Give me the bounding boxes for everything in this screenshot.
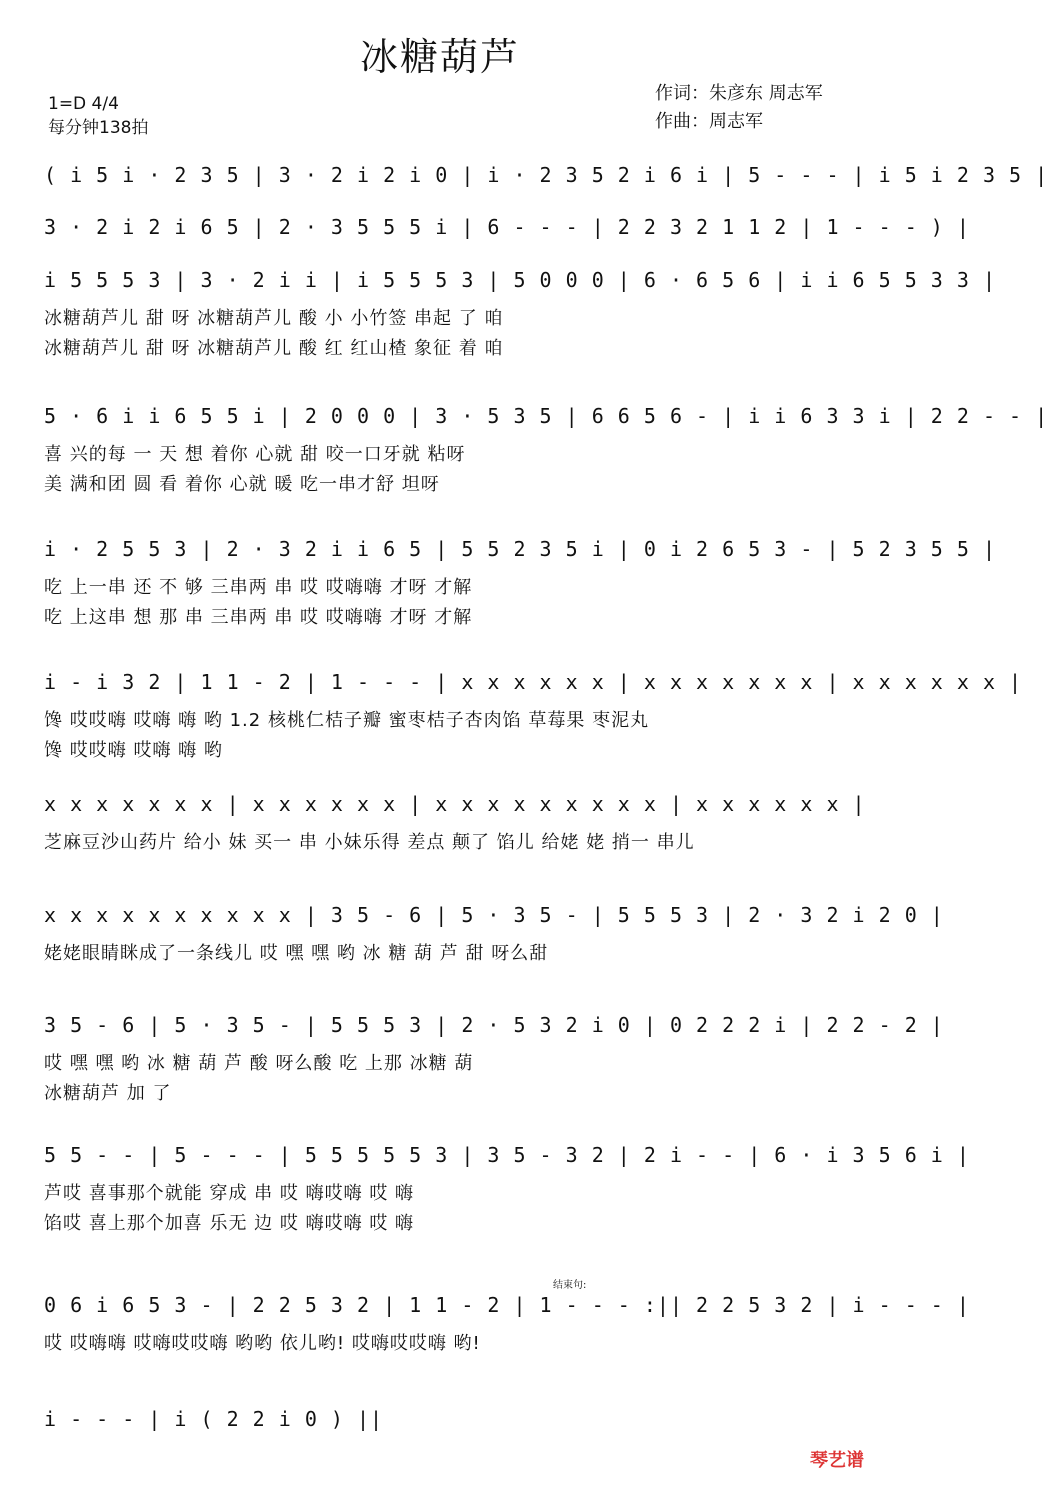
tempo: 每分钟138拍 [48,118,149,138]
lyric-line: 芝麻豆沙山药片 给小 妹 买一 串 小妹乐得 差点 颠了 馅儿 给姥 姥 捎一 串儿 [44,832,695,853]
lyric-line: 馋 哎哎嗨 哎嗨 嗨 哟 1.2 核桃仁桔子瓣 蜜枣桔子杏肉馅 草莓果 枣泥丸 [44,710,650,731]
score-system [44,670,1023,766]
lyric-line: 吃 上一串 还 不 够 三串两 串 哎 哎嗨嗨 才呀 才解 [44,577,473,598]
notation-line: i · 2 5 5 3 | 2 · 3 2 i i 6 5 | 5 5 2 3 5 i | 0 i 2 6 5 3 - | 5 2 3 5 5 | [44,537,996,561]
end-marker: 结束句: [553,1280,587,1291]
lyric-line: 冰糖葫芦 加 了 [44,1083,172,1104]
notation-line: ( i 5 i · 2 3 5 | 3 · 2 i 2 i 0 | i · 2 3 5 2 i 6 i | 5 - - - | i 5 i 2 3 5 | [44,163,1048,187]
lyric-line: 冰糖葫芦儿 甜 呀 冰糖葫芦儿 酸 小 小竹签 串起 了 咱 [44,308,504,329]
score-system [44,163,1048,199]
key-time-signature [48,92,148,140]
score-system [44,792,866,858]
notation-line: 0 6 i 6 5 3 - | 2 2 5 3 2 | 1 1 - 2 | 1 - - - :|| 2 2 5 3 2 | i - - - | [44,1293,970,1317]
lyric-line: 哎 嘿 嘿 哟 冰 糖 葫 芦 酸 呀么酸 吃 上那 冰糖 葫 [44,1053,474,1074]
lyricist: 作词：朱彦东 周志军 [655,83,823,104]
score-system [44,1143,970,1239]
score-system [44,903,944,969]
lyric-line: 哎 哎嗨嗨 哎嗨哎哎嗨 哟哟 依儿哟! 哎嗨哎哎嗨 哟! [44,1333,481,1354]
score-system [44,1293,970,1359]
score-system [44,404,1048,500]
notation-line: i 5 5 5 3 | 3 · 2 i i | i 5 5 5 3 | 5 0 0 0 | 6 · 6 5 6 | i i 6 5 5 3 3 | [44,268,996,292]
score-title: 冰糖葫芦 [359,35,520,79]
notation-line: x x x x x x x | x x x x x x | x x x x x x x x x | x x x x x x | [44,792,866,816]
notation-line: 5 · 6 i i 6 5 5 i | 2 0 0 0 | 3 · 5 3 5 | 6 6 5 6 - | i i 6 3 3 i | 2 2 - - | [44,404,1048,428]
lyric-line: 美 满和团 圆 看 着你 心就 暖 吃一串才舒 坦呀 [44,474,440,495]
lyric-line: 喜 兴的每 一 天 想 着你 心就 甜 咬一口牙就 粘呀 [44,444,466,465]
watermark-logo: 琴艺谱 [810,1450,864,1471]
lyric-line: 姥姥眼睛眯成了一条线儿 哎 嘿 嘿 哟 冰 糖 葫 芦 甜 呀么甜 [44,943,549,964]
key-signature: 1=D 4/4 [48,94,119,114]
composer: 作曲：周志军 [655,111,763,132]
lyric-line: 吃 上这串 想 那 串 三串两 串 哎 哎嗨嗨 才呀 才解 [44,607,473,628]
score-system [44,215,970,251]
score-system [44,537,996,633]
lyric-line: 馅哎 喜上那个加喜 乐无 边 哎 嗨哎嗨 哎 嗨 [44,1213,415,1234]
notation-line: i - i 3 2 | 1 1 - 2 | 1 - - - | x x x x x x | x x x x x x x | x x x x x x | [44,670,1023,694]
score-system [44,268,996,364]
notation-line: 3 · 2 i 2 i 6 5 | 2 · 3 5 5 5 i | 6 - - - | 2 2 3 2 1 1 2 | 1 - - - ) | [44,215,970,239]
notation-line: i - - - | i ( 2 2 i 0 ) || [44,1407,384,1431]
lyric-line: 冰糖葫芦儿 甜 呀 冰糖葫芦儿 酸 红 红山楂 象征 着 咱 [44,338,504,359]
notation-line: 5 5 - - | 5 - - - | 5 5 5 5 5 3 | 3 5 - 3 2 | 2 i - - | 6 · i 3 5 6 i | [44,1143,970,1167]
lyric-line: 芦哎 喜事那个就能 穿成 串 哎 嗨哎嗨 哎 嗨 [44,1183,415,1204]
lyric-line: 馋 哎哎嗨 哎嗨 嗨 哟 [44,740,223,761]
credits [655,80,823,136]
score-system [44,1407,862,1443]
notation-line: 3 5 - 6 | 5 · 3 5 - | 5 5 5 3 | 2 · 5 3 2 i 0 | 0 2 2 2 i | 2 2 - 2 | [44,1013,944,1037]
notation-line: x x x x x x x x x x | 3 5 - 6 | 5 · 3 5 - | 5 5 5 3 | 2 · 3 2 i 2 0 | [44,903,944,927]
score-system [44,1013,944,1109]
